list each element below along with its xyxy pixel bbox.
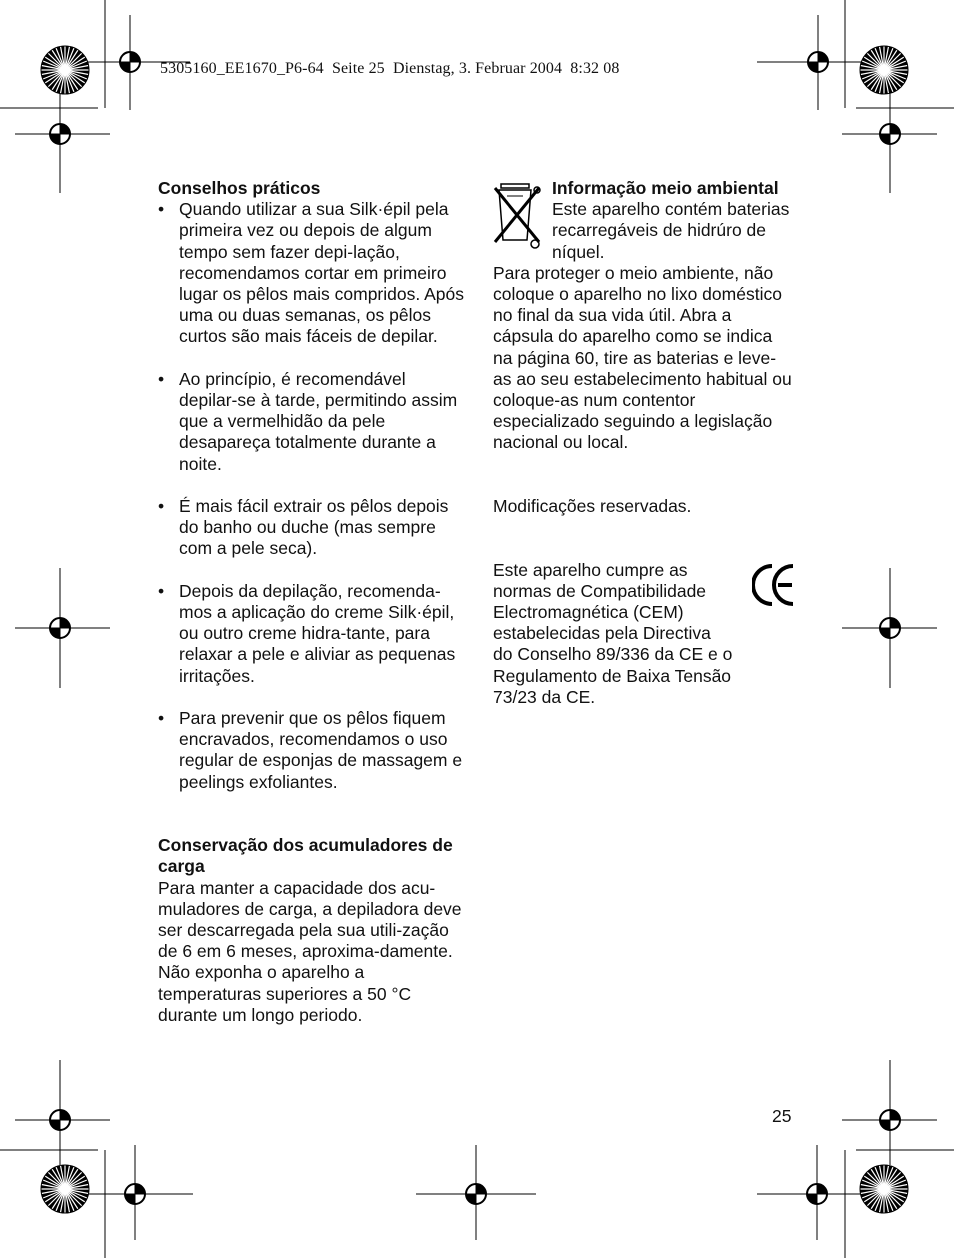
right-column	[493, 178, 793, 708]
tip-item: • Para prevenir que os pêlos fiquem encravados, recomendamos o uso regular de esponjas de massagem e peelings exfoliantes.	[158, 708, 464, 793]
left-column	[158, 178, 464, 1026]
crossed-out-wheelie-bin-icon	[493, 182, 545, 250]
tips-heading: Conselhos práticos	[158, 178, 321, 198]
environment-heading: Informação meio ambiental	[552, 178, 779, 198]
tip-item: • É mais fácil extrair os pêlos depois do banho ou duche (mas sempre com a pele seca).	[158, 496, 464, 560]
battery-heading: Conservação dos acumuladores de carga	[158, 835, 453, 877]
environment-intro: Este aparelho contém baterias recarregáveis de hidrúro de níquel.	[552, 199, 790, 262]
ce-mark-icon	[752, 562, 796, 608]
page-number: 25	[772, 1106, 792, 1126]
tip-item: • Quando utilizar a sua Silk·épil pela primeira vez ou depois de algum tempo sem fazer depi-lação, recomendamos cortar em primeiro lugar os pêlos mais compridos. Após uma ou duas semanas, os pêlos curtos são mais fáceis de depilar.	[158, 199, 464, 347]
tip-item: • Ao princípio, é recomendável depilar-se à tarde, permitindo assim que a vermelhidão da pele desapareça totalmente durante a noite.	[158, 369, 464, 475]
environment-text: Para proteger o meio ambiente, não coloque o aparelho no lixo doméstico no final da sua vida útil. Abra a cápsula do aparelho como se indica na página 60, tire as baterias e leve-as ao seu estabelecimento habitual ou coloque-as num contentor especializado seguindo a legislação nacional ou local.	[493, 262, 792, 453]
tips-list	[158, 199, 464, 793]
tip-item: • Depois da depilação, recomenda-mos a aplicação do creme Silk·épil, ou outro creme hidra-tante, para relaxar a pele e aliviar as pequenas irritações.	[158, 581, 464, 687]
modifications-note: Modificações reservadas.	[493, 496, 692, 517]
print-slug: 5305160_EE1670_P6-64 Seite 25 Dienstag, 3. Februar 2004 8:32 08	[160, 60, 620, 77]
compliance-text: Este aparelho cumpre as normas de Compatibilidade Electromagnética (CEM) estabelecidas pela Directiva do Conselho 89/336 da CE e o Regulamento de Baixa Tensão 73/23 da CE.	[493, 559, 733, 707]
battery-text: Para manter a capacidade dos acu-muladores de carga, a depiladora deve ser descarregada pela sua utili-zação de 6 em 6 meses, aproxima-damente. Não exponha o aparelho a temperaturas superiores a 50 °C durante um longo periodo.	[158, 877, 462, 1025]
environment-block	[493, 178, 793, 263]
